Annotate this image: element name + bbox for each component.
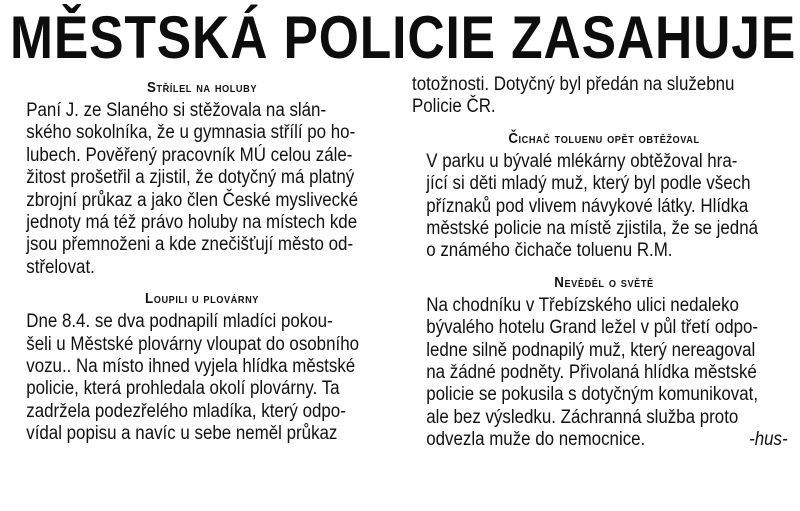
right-column (412, 74, 796, 452)
article-continuation (412, 74, 795, 119)
text-line: totožnosti. Dotyčný byl předán na služebnu (412, 74, 735, 95)
text-line: vozu.. Na místo ihned vyjela hlídka městské (26, 356, 356, 378)
text-line: vídal popisu a navíc u sebe neměl průkaz (26, 423, 338, 445)
text-line: lubech. Pověřený pracovník MÚ celou zále- (26, 144, 353, 166)
text-line: V parku u bývalé mlékárny obtěžoval hra- (426, 150, 738, 172)
text-line: žitost prošetřil a zjistil, že dotyčný má platný (26, 167, 355, 189)
article-title: Střílel na holuby (146, 80, 258, 96)
text-line: zadržela podezřelého mladíka, který odpo- (26, 400, 346, 422)
left-column (12, 78, 392, 446)
text-line: Policie ČR. (412, 96, 496, 118)
article-body (12, 100, 391, 279)
text-line: ledne silně podnapilý muž, který nereagoval (426, 339, 756, 361)
article-toluen (412, 129, 796, 263)
author-signature: -hus- (749, 429, 788, 451)
text-line: ského sokolníka, že u gymnasia střílí po ho- (26, 122, 356, 144)
text-line: jsou přemnoženi a kde znečišťují město od- (26, 234, 354, 256)
text-line: na žádné podněty. Přivolaná hlídka městské (426, 362, 757, 384)
text-line: městské policie na místě zjistila, že se jedná (426, 218, 759, 240)
article-body (412, 295, 795, 452)
text-line: bývalého hotelu Grand ležel v půl třetí odpo- (426, 317, 759, 339)
text-line (412, 429, 795, 451)
text-line: jící si děti mladý muž, který byl podle všech (426, 173, 751, 195)
text-line: policie, která prohledala okolí plovárny. Ta (26, 378, 340, 400)
text-line: Na chodníku v Třebízského ulici nedaleko (426, 294, 739, 316)
text-line: zbrojní průkaz a jako člen České myslivecké (26, 189, 359, 211)
article-plovarna (12, 289, 392, 445)
text-line: střelovat. (26, 256, 95, 278)
text-line: jednoty má též právo holuby na místech kde (26, 212, 358, 234)
text-line: Dne 8.4. se dva podnapilí mladíci pokou- (26, 311, 333, 333)
article-body (412, 151, 795, 263)
article-holuby (12, 78, 392, 279)
text-line: šeli u Městské plovárny vloupat do osobního (26, 333, 360, 355)
article-title: Čichač toluenu opět obtěžoval (508, 130, 700, 147)
article-body (12, 311, 391, 445)
article-title: Loupili u plovárny (145, 291, 259, 308)
article-svet (412, 273, 796, 452)
headline: MĚSTSKÁ POLICIE ZASAHUJE (10, 4, 797, 71)
text-line-content: odvezla muže do nemocnice. (426, 429, 646, 451)
text-line: Paní J. ze Slaného si stěžovala na slán- (26, 100, 327, 121)
article-title: Nevěděl o světě (554, 274, 654, 291)
text-line: příznaků pod vlivem návykové látky. Hlídka (426, 195, 749, 217)
text-line: policie se pokusila s dotyčným komunikovat, (426, 384, 759, 406)
text-line: ale bez výsledku. Záchranná služba proto (426, 406, 739, 428)
text-line: o známého čichače toluenu R.M. (426, 240, 673, 262)
